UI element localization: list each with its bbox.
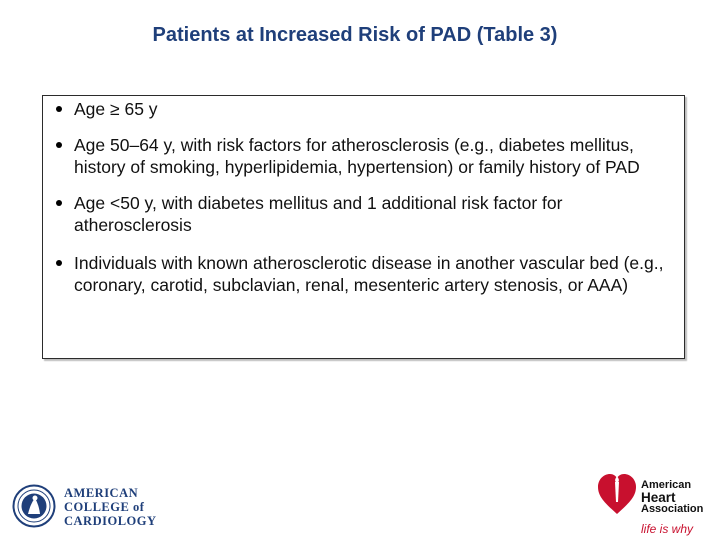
bullet-icon [56, 260, 62, 266]
list-item-text: Individuals with known atherosclerotic disease in another vascular bed (e.g., coronary, carotid, subclavian, renal, mesenteric artery stenosis, or AAA) [74, 253, 664, 295]
list-item-text: Age ≥ 65 y [74, 99, 158, 119]
acc-seal-icon [12, 484, 56, 528]
aha-logo [596, 470, 716, 536]
aha-line-2: Heart [641, 490, 676, 505]
risk-criteria-box [42, 95, 685, 359]
list-item-text: Age 50–64 y, with risk factors for atherosclerosis (e.g., diabetes mellitus, history of smoking, hyperlipidemia, hypertension) or family history of PAD [74, 135, 640, 177]
list-item-text: Age <50 y, with diabetes mellitus and 1 additional risk factor for atherosclerosis [74, 193, 563, 235]
list-item [43, 98, 684, 120]
acc-logo [12, 484, 162, 530]
aha-wordmark [641, 480, 703, 515]
list-item [43, 192, 684, 236]
heart-torch-icon [596, 470, 638, 516]
risk-criteria-list [43, 98, 684, 296]
aha-line-1: American [641, 479, 692, 491]
acc-line-1: AMERICAN [64, 486, 139, 500]
bullet-icon [56, 106, 62, 112]
acc-wordmark [64, 486, 157, 528]
list-item [43, 252, 684, 296]
slide-title: Patients at Increased Risk of PAD (Table 3) [152, 24, 558, 46]
bullet-icon [56, 200, 62, 206]
aha-tagline: life is why [641, 522, 694, 536]
aha-line-3: Association [641, 503, 704, 515]
acc-line-3: CARDIOLOGY [64, 514, 157, 528]
bullet-icon [56, 142, 62, 148]
acc-line-2: COLLEGE of [64, 500, 145, 514]
list-item [43, 134, 684, 178]
